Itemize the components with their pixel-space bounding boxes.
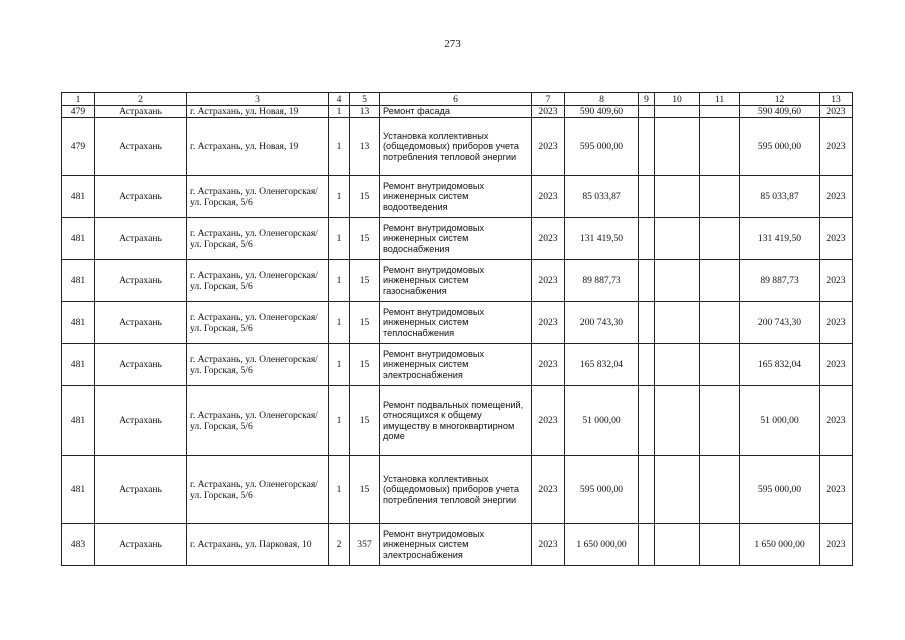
cost-cell: 89 887,73 bbox=[565, 260, 639, 302]
total-cell: 595 000,00 bbox=[740, 456, 820, 524]
cost-cell: 595 000,00 bbox=[565, 118, 639, 176]
cost-cell: 131 419,50 bbox=[565, 218, 639, 260]
work-type-cell: Ремонт подвальных помещений, относящихся к общему имуществу в многоквартирном доме bbox=[380, 386, 532, 456]
col11-cell bbox=[700, 386, 740, 456]
col11-cell bbox=[700, 524, 740, 566]
row-number-cell: 479 bbox=[62, 118, 95, 176]
col5-cell: 15 bbox=[350, 218, 380, 260]
col10-cell bbox=[655, 524, 700, 566]
col5-cell: 15 bbox=[350, 302, 380, 344]
cost-cell: 51 000,00 bbox=[565, 386, 639, 456]
header-cell: 5 bbox=[350, 93, 380, 106]
address-cell: г. Астрахань, ул. Новая, 19 bbox=[187, 118, 329, 176]
end-year-cell: 2023 bbox=[820, 176, 853, 218]
col10-cell bbox=[655, 118, 700, 176]
row-number-cell: 481 bbox=[62, 344, 95, 386]
year-cell: 2023 bbox=[532, 386, 565, 456]
row-number-cell: 481 bbox=[62, 456, 95, 524]
address-cell: г. Астрахань, ул. Оленегорская/ ул. Горская, 5/6 bbox=[187, 176, 329, 218]
total-cell: 595 000,00 bbox=[740, 118, 820, 176]
page-number: 273 bbox=[444, 38, 461, 50]
address-cell: г. Астрахань, ул. Оленегорская/ ул. Горская, 5/6 bbox=[187, 218, 329, 260]
address-cell: г. Астрахань, ул. Парковая, 10 bbox=[187, 524, 329, 566]
col5-cell: 15 bbox=[350, 176, 380, 218]
col10-cell bbox=[655, 386, 700, 456]
table-row bbox=[62, 344, 853, 386]
end-year-cell: 2023 bbox=[820, 344, 853, 386]
col4-cell: 1 bbox=[329, 344, 350, 386]
col11-cell bbox=[700, 260, 740, 302]
work-type-cell: Ремонт внутридомовых инженерных систем теплоснабжения bbox=[380, 302, 532, 344]
table-row bbox=[62, 386, 853, 456]
col4-cell: 1 bbox=[329, 106, 350, 118]
work-type-cell: Ремонт внутридомовых инженерных систем газоснабжения bbox=[380, 260, 532, 302]
city-cell: Астрахань bbox=[95, 118, 187, 176]
row-number-cell: 481 bbox=[62, 386, 95, 456]
col9-cell bbox=[639, 260, 655, 302]
table-row bbox=[62, 106, 853, 118]
table-row bbox=[62, 260, 853, 302]
col9-cell bbox=[639, 386, 655, 456]
col11-cell bbox=[700, 106, 740, 118]
table-row bbox=[62, 176, 853, 218]
year-cell: 2023 bbox=[532, 302, 565, 344]
work-type-cell: Ремонт внутридомовых инженерных систем водоотведения bbox=[380, 176, 532, 218]
col11-cell bbox=[700, 218, 740, 260]
year-cell: 2023 bbox=[532, 456, 565, 524]
col5-cell: 357 bbox=[350, 524, 380, 566]
row-number-cell: 481 bbox=[62, 176, 95, 218]
work-type-cell: Ремонт фасада bbox=[380, 106, 532, 118]
city-cell: Астрахань bbox=[95, 456, 187, 524]
cost-cell: 165 832,04 bbox=[565, 344, 639, 386]
city-cell: Астрахань bbox=[95, 302, 187, 344]
city-cell: Астрахань bbox=[95, 386, 187, 456]
col11-cell bbox=[700, 344, 740, 386]
address-cell: г. Астрахань, ул. Оленегорская/ ул. Горская, 5/6 bbox=[187, 386, 329, 456]
table-row bbox=[62, 118, 853, 176]
end-year-cell: 2023 bbox=[820, 260, 853, 302]
col10-cell bbox=[655, 344, 700, 386]
total-cell: 200 743,30 bbox=[740, 302, 820, 344]
city-cell: Астрахань bbox=[95, 106, 187, 118]
col10-cell bbox=[655, 260, 700, 302]
col9-cell bbox=[639, 456, 655, 524]
col5-cell: 15 bbox=[350, 456, 380, 524]
col9-cell bbox=[639, 106, 655, 118]
year-cell: 2023 bbox=[532, 344, 565, 386]
col9-cell bbox=[639, 118, 655, 176]
city-cell: Астрахань bbox=[95, 344, 187, 386]
col10-cell bbox=[655, 456, 700, 524]
col11-cell bbox=[700, 302, 740, 344]
year-cell: 2023 bbox=[532, 260, 565, 302]
address-cell: г. Астрахань, ул. Оленегорская/ ул. Горская, 5/6 bbox=[187, 344, 329, 386]
col4-cell: 1 bbox=[329, 118, 350, 176]
end-year-cell: 2023 bbox=[820, 524, 853, 566]
cost-cell: 85 033,87 bbox=[565, 176, 639, 218]
work-type-cell: Установка коллективных (общедомовых) приборов учета потребления тепловой энергии bbox=[380, 456, 532, 524]
header-cell: 6 bbox=[380, 93, 532, 106]
header-cell: 3 bbox=[187, 93, 329, 106]
end-year-cell: 2023 bbox=[820, 302, 853, 344]
col4-cell: 1 bbox=[329, 456, 350, 524]
header-cell: 1 bbox=[62, 93, 95, 106]
total-cell: 51 000,00 bbox=[740, 386, 820, 456]
total-cell: 1 650 000,00 bbox=[740, 524, 820, 566]
total-cell: 89 887,73 bbox=[740, 260, 820, 302]
row-number-cell: 483 bbox=[62, 524, 95, 566]
col9-cell bbox=[639, 176, 655, 218]
col9-cell bbox=[639, 218, 655, 260]
repair-schedule-table bbox=[61, 92, 853, 566]
col4-cell: 1 bbox=[329, 176, 350, 218]
col4-cell: 1 bbox=[329, 218, 350, 260]
header-cell: 11 bbox=[700, 93, 740, 106]
col10-cell bbox=[655, 218, 700, 260]
year-cell: 2023 bbox=[532, 118, 565, 176]
header-cell: 10 bbox=[655, 93, 700, 106]
address-cell: г. Астрахань, ул. Новая, 19 bbox=[187, 106, 329, 118]
year-cell: 2023 bbox=[532, 176, 565, 218]
total-cell: 590 409,60 bbox=[740, 106, 820, 118]
cost-cell: 1 650 000,00 bbox=[565, 524, 639, 566]
col11-cell bbox=[700, 118, 740, 176]
col4-cell: 2 bbox=[329, 524, 350, 566]
city-cell: Астрахань bbox=[95, 260, 187, 302]
work-type-cell: Ремонт внутридомовых инженерных систем водоснабжения bbox=[380, 218, 532, 260]
address-cell: г. Астрахань, ул. Оленегорская/ ул. Горская, 5/6 bbox=[187, 302, 329, 344]
work-type-cell: Установка коллективных (общедомовых) приборов учета потребления тепловой энергии bbox=[380, 118, 532, 176]
end-year-cell: 2023 bbox=[820, 218, 853, 260]
row-number-cell: 481 bbox=[62, 302, 95, 344]
cost-cell: 200 743,30 bbox=[565, 302, 639, 344]
col5-cell: 15 bbox=[350, 260, 380, 302]
table-row bbox=[62, 524, 853, 566]
col4-cell: 1 bbox=[329, 386, 350, 456]
year-cell: 2023 bbox=[532, 218, 565, 260]
work-type-cell: Ремонт внутридомовых инженерных систем электроснабжения bbox=[380, 524, 532, 566]
total-cell: 165 832,04 bbox=[740, 344, 820, 386]
col11-cell bbox=[700, 456, 740, 524]
year-cell: 2023 bbox=[532, 106, 565, 118]
col4-cell: 1 bbox=[329, 302, 350, 344]
total-cell: 131 419,50 bbox=[740, 218, 820, 260]
table-row bbox=[62, 456, 853, 524]
col10-cell bbox=[655, 106, 700, 118]
total-cell: 85 033,87 bbox=[740, 176, 820, 218]
city-cell: Астрахань bbox=[95, 218, 187, 260]
col5-cell: 15 bbox=[350, 344, 380, 386]
row-number-cell: 479 bbox=[62, 106, 95, 118]
end-year-cell: 2023 bbox=[820, 118, 853, 176]
col11-cell bbox=[700, 176, 740, 218]
col10-cell bbox=[655, 176, 700, 218]
table-row bbox=[62, 302, 853, 344]
address-cell: г. Астрахань, ул. Оленегорская/ ул. Горская, 5/6 bbox=[187, 456, 329, 524]
col9-cell bbox=[639, 344, 655, 386]
row-number-cell: 481 bbox=[62, 218, 95, 260]
col5-cell: 13 bbox=[350, 106, 380, 118]
header-cell: 9 bbox=[639, 93, 655, 106]
end-year-cell: 2023 bbox=[820, 106, 853, 118]
city-cell: Астрахань bbox=[95, 524, 187, 566]
end-year-cell: 2023 bbox=[820, 456, 853, 524]
header-cell: 7 bbox=[532, 93, 565, 106]
row-number-cell: 481 bbox=[62, 260, 95, 302]
header-cell: 13 bbox=[820, 93, 853, 106]
cost-cell: 595 000,00 bbox=[565, 456, 639, 524]
end-year-cell: 2023 bbox=[820, 386, 853, 456]
header-cell: 4 bbox=[329, 93, 350, 106]
header-cell: 2 bbox=[95, 93, 187, 106]
header-row bbox=[62, 93, 853, 106]
col4-cell: 1 bbox=[329, 260, 350, 302]
header-cell: 8 bbox=[565, 93, 639, 106]
cost-cell: 590 409,60 bbox=[565, 106, 639, 118]
col10-cell bbox=[655, 302, 700, 344]
col5-cell: 15 bbox=[350, 386, 380, 456]
header-cell: 12 bbox=[740, 93, 820, 106]
work-type-cell: Ремонт внутридомовых инженерных систем электроснабжения bbox=[380, 344, 532, 386]
col9-cell bbox=[639, 302, 655, 344]
year-cell: 2023 bbox=[532, 524, 565, 566]
col9-cell bbox=[639, 524, 655, 566]
address-cell: г. Астрахань, ул. Оленегорская/ ул. Горская, 5/6 bbox=[187, 260, 329, 302]
col5-cell: 13 bbox=[350, 118, 380, 176]
city-cell: Астрахань bbox=[95, 176, 187, 218]
table-row bbox=[62, 218, 853, 260]
